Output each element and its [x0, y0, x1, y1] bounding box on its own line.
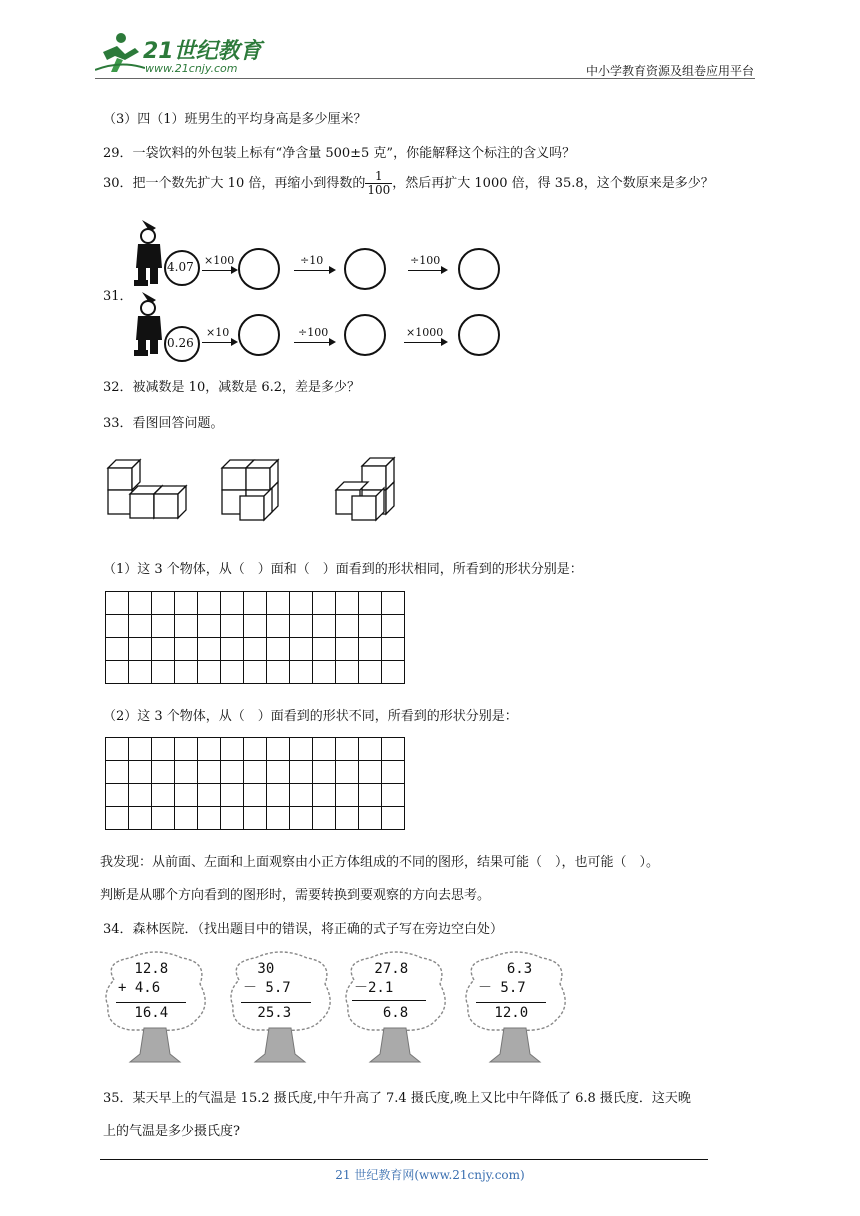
- arrow: [202, 270, 236, 271]
- answer-grid-2[interactable]: [105, 737, 405, 830]
- op-label: ÷100: [410, 254, 441, 267]
- op-label: ÷10: [300, 254, 324, 267]
- tree-mid: － 5.7: [478, 980, 526, 996]
- cube-figure-2: [222, 460, 278, 520]
- tree-rule: [476, 1002, 546, 1003]
- tree-mid: + 4.6: [118, 980, 161, 996]
- dwarf-figure-icon: [128, 290, 168, 360]
- question-29: 29．一袋饮料的外包装上标有“净含量 500±5 克”，你能解释这个标注的含义吗？: [103, 146, 576, 161]
- question-30-part-a: 30．把一个数先扩大 10 倍，再缩小到得数的: [103, 176, 366, 191]
- tree-top: 6.3: [490, 961, 533, 977]
- tree-result: 25.3: [249, 1005, 292, 1021]
- answer-grid-1[interactable]: [105, 591, 405, 684]
- logo-title: 21世纪教育: [143, 39, 262, 64]
- fraction-denominator: 100: [367, 183, 391, 197]
- cube-figure-3: [336, 458, 394, 520]
- question-31-label: 31．: [103, 289, 133, 304]
- answer-circle[interactable]: [238, 314, 280, 356]
- tree-result: 12.0: [486, 1005, 529, 1021]
- question-28-3: （3）四（1）班男生的平均身高是多少厘米？: [103, 112, 367, 127]
- start-value: 0.26: [167, 336, 194, 350]
- question-35-line-1: 35．某天早上的气温是 15.2 摄氏度,中午升高了 7.4 摄氏度,晚上又比中午降低了 6.8 摄氏度．这天晚: [103, 1091, 691, 1106]
- tree-1: [100, 950, 212, 1068]
- finding-line-2: 判断是从哪个方向看到的图形时，需要转换到要观察的方向去思考。: [100, 888, 491, 903]
- question-34: 34．森林医院．（找出题目中的错误，将正确的式子写在旁边空白处）: [103, 922, 504, 937]
- question-33-1: （1）这 3 个物体，从（ ）面和（ ）面看到的形状相同，所看到的形状分别是：: [103, 562, 583, 577]
- op-label: ×10: [206, 326, 230, 339]
- answer-circle[interactable]: [458, 248, 500, 290]
- tree-rule: [352, 1000, 426, 1001]
- tree-top: 30: [249, 961, 275, 977]
- fraction-1-100: [365, 170, 392, 197]
- cube-figures: [100, 450, 420, 530]
- question-33-2: （2）这 3 个物体，从（ ）面看到的形状不同，所看到的形状分别是：: [103, 709, 518, 724]
- logo-url: www.21cnjy.com: [145, 62, 238, 75]
- question-30-part-b: ，然后再扩大 1000 倍，得 35.8，这个数原来是多少？: [392, 176, 714, 191]
- footer-rule: [100, 1159, 708, 1160]
- op-label: ×1000: [406, 326, 444, 339]
- tree-mid: －2.1: [354, 980, 394, 996]
- arrow: [404, 342, 446, 343]
- fraction-numerator: 1: [365, 170, 392, 184]
- question-30: [103, 170, 714, 197]
- tree-3: [340, 950, 452, 1068]
- finding-line-1: 我发现：从前面、左面和上面观察由小正方体组成的不同的图形，结果可能（ ），也可能（ ）。: [100, 855, 660, 870]
- tree-mid: － 5.7: [243, 980, 291, 996]
- header-rule: [95, 78, 755, 79]
- tree-top: 27.8: [366, 961, 409, 977]
- tree-result: 16.4: [126, 1005, 169, 1021]
- start-value: 4.07: [167, 260, 194, 274]
- answer-circle[interactable]: [344, 248, 386, 290]
- tree-rule: [241, 1002, 311, 1003]
- logo: [95, 30, 265, 76]
- arrow: [294, 270, 334, 271]
- op-label: ×100: [204, 254, 235, 267]
- question-35-line-2: 上的气温是多少摄氏度?: [103, 1124, 240, 1139]
- runner-logo-icon: [95, 30, 145, 76]
- answer-circle[interactable]: [344, 314, 386, 356]
- tree-result: 6.8: [366, 1005, 409, 1021]
- arrow: [294, 342, 334, 343]
- tree-top: 12.8: [126, 961, 169, 977]
- question-32: 32．被减数是 10，减数是 6.2，差是多少？: [103, 380, 361, 395]
- answer-circle[interactable]: [238, 248, 280, 290]
- tree-rule: [116, 1002, 186, 1003]
- answer-circle[interactable]: [458, 314, 500, 356]
- tree-4: [460, 950, 572, 1068]
- arrow: [408, 270, 446, 271]
- header-platform-text: 中小学教育资源及组卷应用平台: [585, 64, 754, 78]
- arrow: [202, 342, 236, 343]
- dwarf-figure-icon: [128, 218, 168, 290]
- question-33: 33．看图回答问题。: [103, 416, 224, 431]
- cube-figure-1: [108, 460, 186, 518]
- tree-2: [225, 950, 337, 1068]
- footer-text[interactable]: 21 世纪教育网(www.21cnjy.com): [335, 1168, 525, 1182]
- op-label: ÷100: [298, 326, 329, 339]
- question-31-diagram: [128, 218, 508, 360]
